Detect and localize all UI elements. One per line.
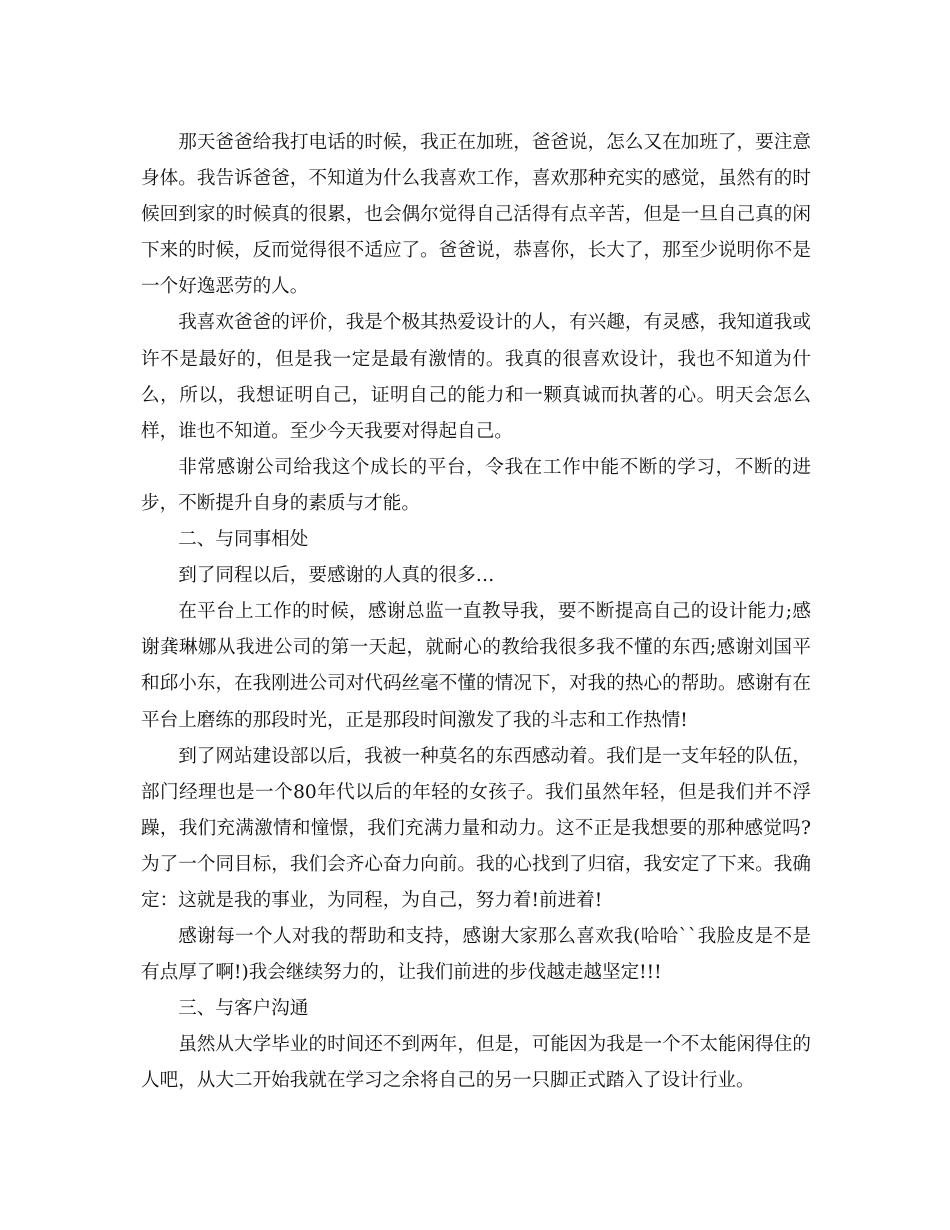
paragraph-love-design: 我喜欢爸爸的评价，我是个极其热爱设计的人，有兴趣，有灵感，我知道我或许不是最好的，但是我一定是最有激情的。我真的很喜欢设计，我也不知道为什么，所以，我想证明自己，证明自己的能力和一颗真诚而执著的心。明天会怎么样，谁也不知道。至少今天我要对得起自己。 — [141, 312, 811, 442]
section-heading-colleagues: 二、与同事相处 — [178, 529, 309, 551]
paragraph-design-career: 虽然从大学毕业的时间还不到两年，但是，可能因为我是一个不太能闲得住的人吧，从大二开始我就在学习之余将自己的另一只脚正式踏入了设计行业。 — [141, 1034, 811, 1092]
document-body — [141, 125, 811, 1100]
paragraph-platform-work: 在平台上工作的时候，感谢总监一直教导我，要不断提高自己的设计能力;感谢龚琳娜从我进公司的第一天起，就耐心的教给我很多我不懂的东西;感谢刘国平和邱小东，在我刚进公司对代码丝毫不懂的情况下，对我的热心的帮助。感谢有在平台上磨练的那段时光，正是那段时间激发了我的斗志和工作热情! — [141, 601, 811, 731]
paragraph-web-department: 到了网站建设部以后，我被一种莫名的东西感动着。我们是一支年轻的队伍，部门经理也是一个80年代以后的年轻的女孩子。我们虽然年轻，但是我们并不浮躁，我们充满激情和憧憬，我们充满力量和动力。这不正是我想要的那种感觉吗?为了一个同目标，我们会齐心奋力向前。我的心找到了归宿，我安定了下来。我确定：这就是我的事业，为同程，为自己，努力着!前进着! — [141, 745, 811, 911]
paragraph-thanks-company: 非常感谢公司给我这个成长的平台，令我在工作中能不断的学习，不断的进步，不断提升自身的素质与才能。 — [141, 456, 811, 514]
paragraph-father-call: 那天爸爸给我打电话的时候，我正在加班，爸爸说，怎么又在加班了，要注意身体。我告诉爸爸，不知道为什么我喜欢工作，喜欢那种充实的感觉，虽然有的时候回到家的时候真的很累，也会偶尔觉得自己活得有点辛苦，但是一旦自己真的闲下来的时候，反而觉得很不适应了。爸爸说，恭喜你，长大了，那至少说明你不是一个好逸恶劳的人。 — [141, 132, 811, 298]
paragraph-thanks-everyone: 感谢每一个人对我的帮助和支持，感谢大家那么喜欢我(哈哈``我脸皮是不是有点厚了啊!)我会继续努力的，让我们前进的步伐越走越坚定!!! — [141, 926, 811, 984]
paragraph-many-thanks: 到了同程以后，要感谢的人真的很多… — [178, 565, 495, 587]
section-heading-clients: 三、与客户沟通 — [178, 998, 309, 1020]
